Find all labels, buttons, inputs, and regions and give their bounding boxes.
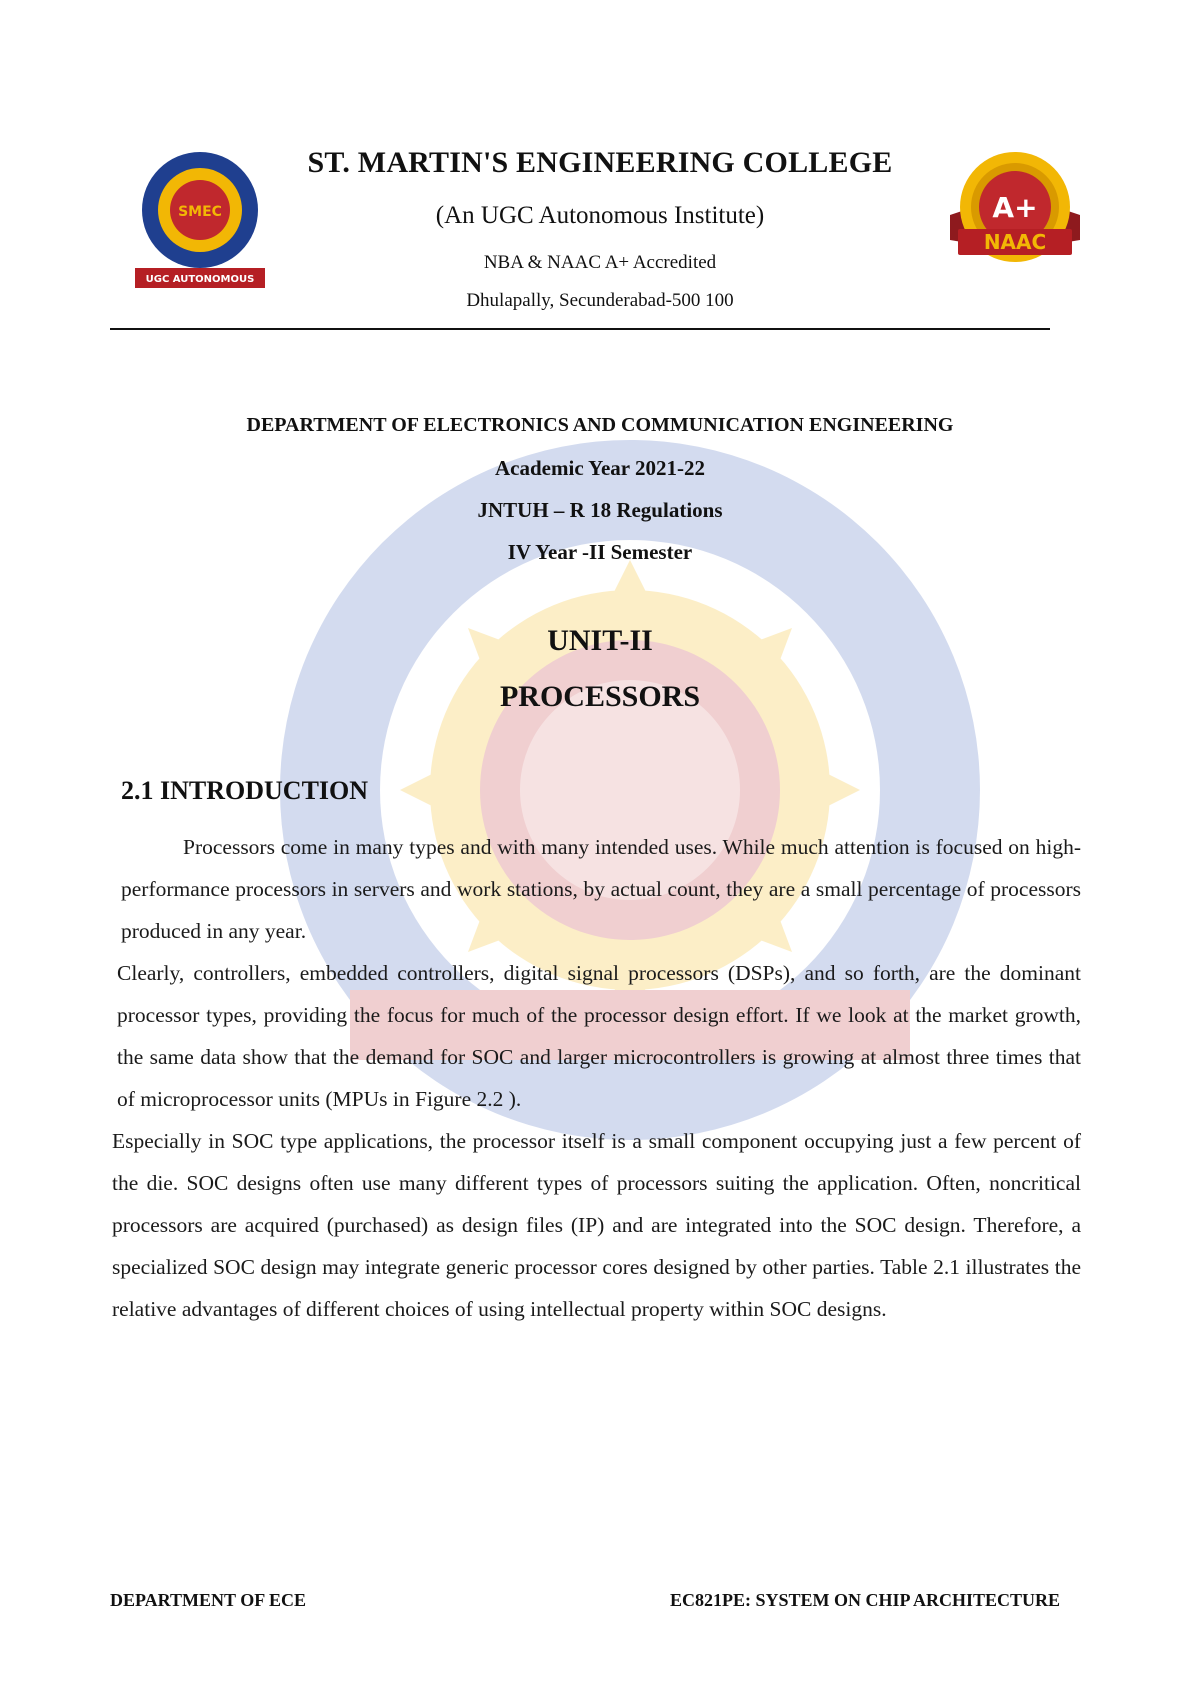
semester: IV Year -II Semester bbox=[507, 540, 693, 564]
svg-text:UGC AUTONOMOUS: UGC AUTONOMOUS bbox=[145, 274, 255, 285]
header-divider bbox=[110, 328, 1050, 330]
accreditation-text: NBA & NAAC A+ Accredited bbox=[483, 252, 717, 273]
svg-text:A+: A+ bbox=[992, 191, 1038, 224]
department-name: DEPARTMENT OF ELECTRONICS AND COMMUNICATION ENGINEERING bbox=[246, 414, 954, 436]
college-name: ST. MARTIN'S ENGINEERING COLLEGE bbox=[307, 146, 893, 179]
unit-label: UNIT-II bbox=[547, 624, 653, 657]
footer-course: EC821PE: SYSTEM ON CHIP ARCHITECTURE bbox=[669, 1590, 1060, 1610]
unit-title: PROCESSORS bbox=[499, 680, 701, 713]
footer-department: DEPARTMENT OF ECE bbox=[110, 1590, 307, 1610]
section-heading: 2.1 INTRODUCTION bbox=[121, 776, 369, 805]
svg-text:NAAC: NAAC bbox=[983, 230, 1047, 254]
paragraph: Clearly, controllers, embedded controllers, digital signal processors (DSPs), and so forth, are the dominant processor types, providing the focus for much of the processor design effort. If we look at the market growth, the same data show that the demand for SOC and larger microcontrollers is growing at almost three times that of microprocessor units (MPUs in Figure 2.2 ). bbox=[117, 961, 1081, 1111]
academic-year: Academic Year 2021-22 bbox=[495, 456, 705, 480]
college-subtitle: (An UGC Autonomous Institute) bbox=[435, 202, 765, 229]
paragraph: Processors come in many types and with many intended uses. While much attention is focused on high-performance processors in servers and work stations, by actual count, they are a small percentage of processors produced in any year. bbox=[121, 835, 1081, 943]
college-address: Dhulapally, Secunderabad-500 100 bbox=[466, 290, 734, 311]
svg-text:SMEC: SMEC bbox=[178, 204, 222, 220]
regulations: JNTUH – R 18 Regulations bbox=[477, 498, 723, 522]
paragraph: Especially in SOC type applications, the processor itself is a small component occupying just a few percent of the die. SOC designs often use many different types of processors suiting the application. Often, noncritical processors are acquired (purchased) as design files (IP) and are integrated into the SOC design. Therefore, a specialized SOC design may integrate generic processor cores designed by other parties. Table 2.1 illustrates the relative advantages of different choices of using intellectual property within SOC designs. bbox=[112, 1129, 1081, 1321]
